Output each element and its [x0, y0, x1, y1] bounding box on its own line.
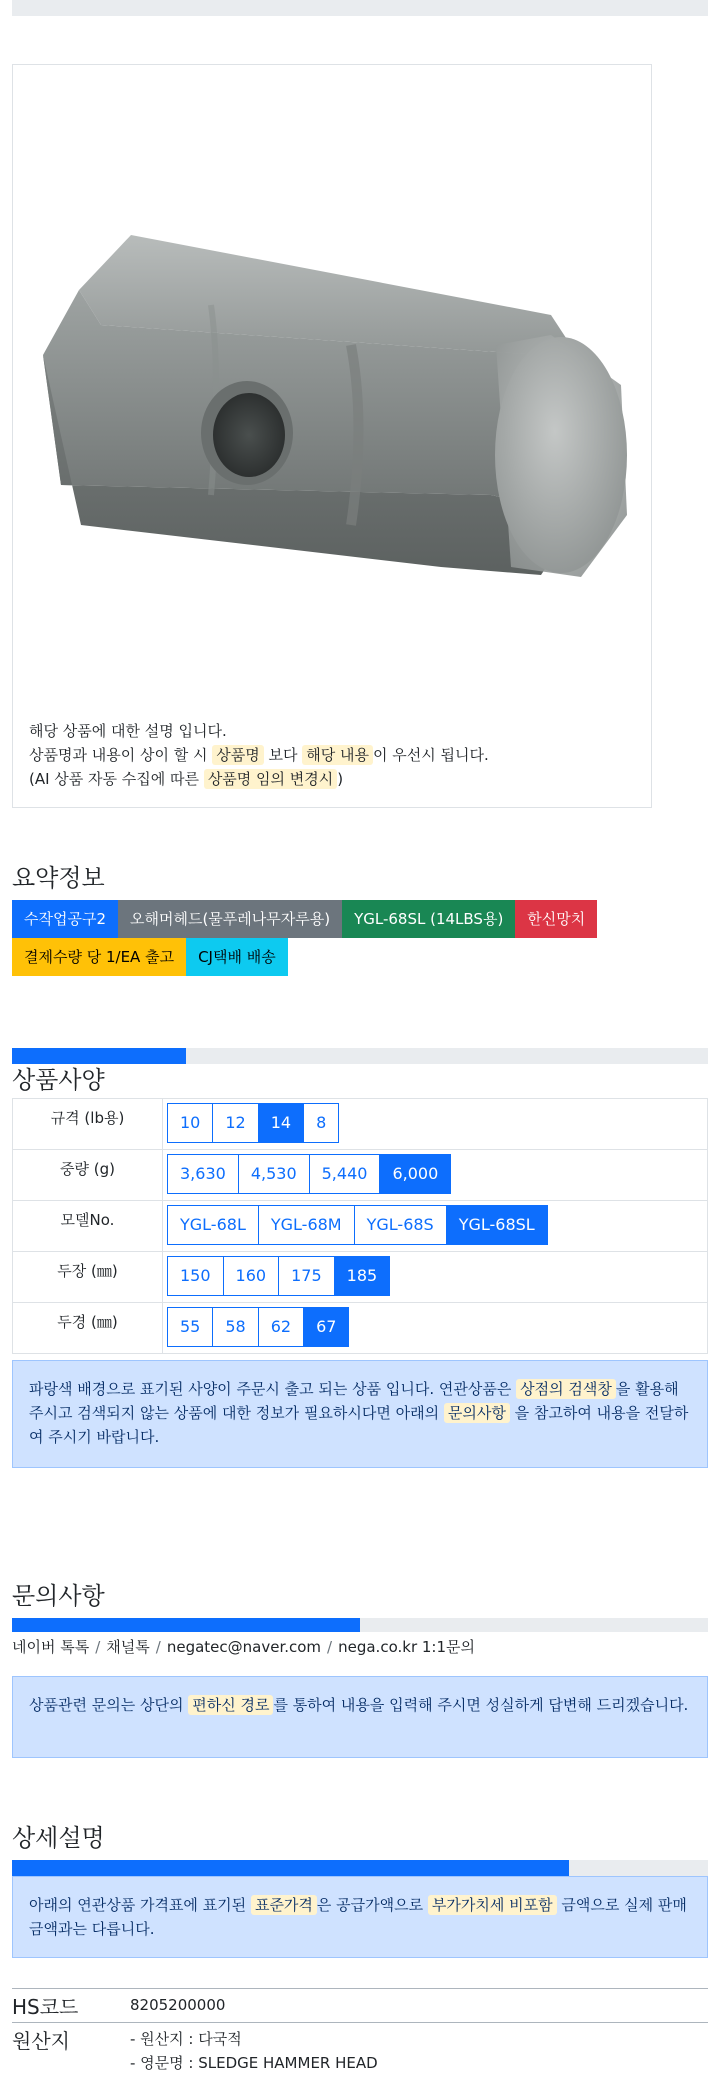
contact-link[interactable]: 채널톡	[106, 1638, 150, 1656]
spec-option-button[interactable]: 175	[278, 1256, 335, 1296]
detail-notice	[12, 1876, 708, 1958]
spec-option-button[interactable]: YGL-68SL	[446, 1205, 548, 1245]
spec-option-button[interactable]: 185	[334, 1256, 391, 1296]
summary-badge: 오해머헤드(물푸레나무자루용)	[118, 900, 342, 938]
desc-text: 상품명과 내용이 상이 할 시	[29, 746, 208, 764]
spec-option-button[interactable]: 12	[212, 1103, 258, 1143]
hs-code-row	[12, 1988, 708, 2022]
spec-label: 두경 (㎜)	[13, 1303, 163, 1354]
spec-option-button[interactable]: YGL-68S	[354, 1205, 447, 1245]
spec-label: 중량 (g)	[13, 1150, 163, 1201]
desc-highlight: 해당 내용	[302, 745, 373, 765]
notice-highlight: 상점의 검색창	[516, 1379, 616, 1399]
summary-badge: YGL-68SL (14LBS용)	[342, 900, 515, 938]
hs-code-value: 8205200000	[130, 1996, 226, 2014]
summary-badge: 한신망치	[515, 900, 597, 938]
spec-row	[13, 1201, 708, 1252]
spec-option-button[interactable]: 3,630	[167, 1154, 239, 1194]
summary-badge: 수작업공구2	[12, 900, 118, 938]
spec-notice	[12, 1360, 708, 1468]
spec-progress	[12, 1048, 708, 1064]
notice-highlight: 편하신 경로	[188, 1695, 273, 1715]
spec-option-button[interactable]: YGL-68L	[167, 1205, 259, 1245]
spec-option-button[interactable]: 14	[258, 1103, 304, 1143]
summary-badge: CJ택배 배송	[186, 938, 288, 976]
notice-text: 을 참고하여 내용을 전달하여 주시기 바랍니다.	[29, 1404, 689, 1446]
option-button-group	[167, 1256, 703, 1296]
summary-badge: 결제수량 당 1/EA 출고	[12, 938, 186, 976]
origin-line: - 영문명 : SLEDGE HAMMER HEAD	[130, 2054, 378, 2072]
desc-highlight: 상품명	[212, 745, 263, 765]
spec-table	[12, 1098, 708, 1354]
desc-line-1: 해당 상품에 대한 설명 입니다.	[29, 722, 227, 740]
origin-row	[12, 2022, 708, 2070]
contact-link[interactable]: 네이버 톡톡	[12, 1638, 90, 1656]
product-description	[29, 719, 639, 791]
hs-code-label: HS코드	[12, 1995, 79, 2019]
spec-option-button[interactable]: 58	[212, 1307, 258, 1347]
spec-option-button[interactable]: 150	[167, 1256, 224, 1296]
spec-option-button[interactable]: 160	[223, 1256, 280, 1296]
spec-row	[13, 1150, 708, 1201]
product-card	[12, 64, 652, 808]
notice-text: 를 통하여 내용을 입력해 주시면 성실하게 답변해 드리겠습니다.	[273, 1696, 689, 1714]
spec-option-button[interactable]: 6,000	[379, 1154, 451, 1194]
notice-highlight: 문의사항	[444, 1403, 510, 1423]
desc-line-2	[29, 743, 639, 767]
contact-separator: /	[155, 1638, 161, 1656]
spec-option-button[interactable]: YGL-68M	[258, 1205, 355, 1245]
spec-option-button[interactable]: 8	[303, 1103, 339, 1143]
origin-line: - 원산지 : 다국적	[130, 2030, 242, 2048]
top-progress-bar	[12, 0, 708, 16]
spec-option-button[interactable]: 4,530	[238, 1154, 310, 1194]
origin-label: 원산지	[12, 2029, 70, 2053]
spec-row	[13, 1099, 708, 1150]
spec-label: 모델No.	[13, 1201, 163, 1252]
spec-label: 두장 (㎜)	[13, 1252, 163, 1303]
detail-progress-fill	[12, 1860, 569, 1876]
desc-highlight: 상품명 임의 변경시	[204, 769, 337, 789]
desc-line-3	[29, 767, 639, 791]
spec-option-button[interactable]: 67	[303, 1307, 349, 1347]
spec-row	[13, 1252, 708, 1303]
option-button-group	[167, 1154, 703, 1194]
option-button-group	[167, 1205, 703, 1245]
inquiry-title: 문의사항	[12, 1582, 105, 1610]
spec-row	[13, 1303, 708, 1354]
spec-option-button[interactable]: 10	[167, 1103, 213, 1143]
contact-links	[12, 1636, 475, 1657]
spec-option-button[interactable]: 55	[167, 1307, 213, 1347]
option-button-group	[167, 1103, 703, 1143]
contact-link[interactable]: negatec@naver.com	[166, 1638, 322, 1656]
spec-options	[163, 1201, 708, 1252]
notice-text: 아래의 연관상품 가격표에 표기된	[29, 1896, 247, 1914]
notice-text: 상품관련 문의는 상단의	[29, 1696, 184, 1714]
origin-value	[130, 2027, 378, 2075]
desc-text: 보다	[268, 746, 298, 764]
summary-title: 요약정보	[12, 864, 105, 892]
notice-highlight: 부가가치세 비포함	[428, 1895, 557, 1915]
notice-text: 을 활용해 주시고 검색되지 않는 상품에 대한 정보가 필요하시다면 아래의	[29, 1380, 679, 1422]
contact-link[interactable]: nega.co.kr 1:1문의	[338, 1638, 475, 1656]
option-button-group	[167, 1307, 703, 1347]
desc-text: 이 우선시 됩니다.	[373, 746, 489, 764]
spec-label: 규격 (lb용)	[13, 1099, 163, 1150]
spec-options	[163, 1252, 708, 1303]
detail-title: 상세설명	[12, 1824, 105, 1852]
spec-options	[163, 1099, 708, 1150]
notice-text: 파랑색 배경으로 표기된 사양이 주문시 출고 되는 상품 입니다. 연관상품은	[29, 1380, 512, 1398]
spec-option-button[interactable]: 5,440	[309, 1154, 381, 1194]
notice-text: 은 공급가액으로	[316, 1896, 424, 1914]
spec-title: 상품사양	[12, 1066, 105, 1094]
hammer-head-image	[21, 195, 645, 655]
inquiry-notice	[12, 1676, 708, 1758]
detail-progress	[12, 1860, 708, 1876]
spec-option-button[interactable]: 62	[258, 1307, 304, 1347]
spec-options	[163, 1150, 708, 1201]
contact-separator: /	[95, 1638, 101, 1656]
inquiry-progress	[12, 1618, 708, 1632]
desc-text: )	[337, 770, 344, 788]
spec-options	[163, 1303, 708, 1354]
inquiry-progress-fill	[12, 1618, 360, 1632]
notice-text: 금액으로 실제 판매금액과는 다릅니다.	[29, 1896, 687, 1938]
notice-highlight: 표준가격	[251, 1895, 317, 1915]
summary-badges	[12, 900, 708, 976]
desc-text: (AI 상품 자동 수집에 따른	[29, 770, 200, 788]
contact-separator: /	[327, 1638, 333, 1656]
